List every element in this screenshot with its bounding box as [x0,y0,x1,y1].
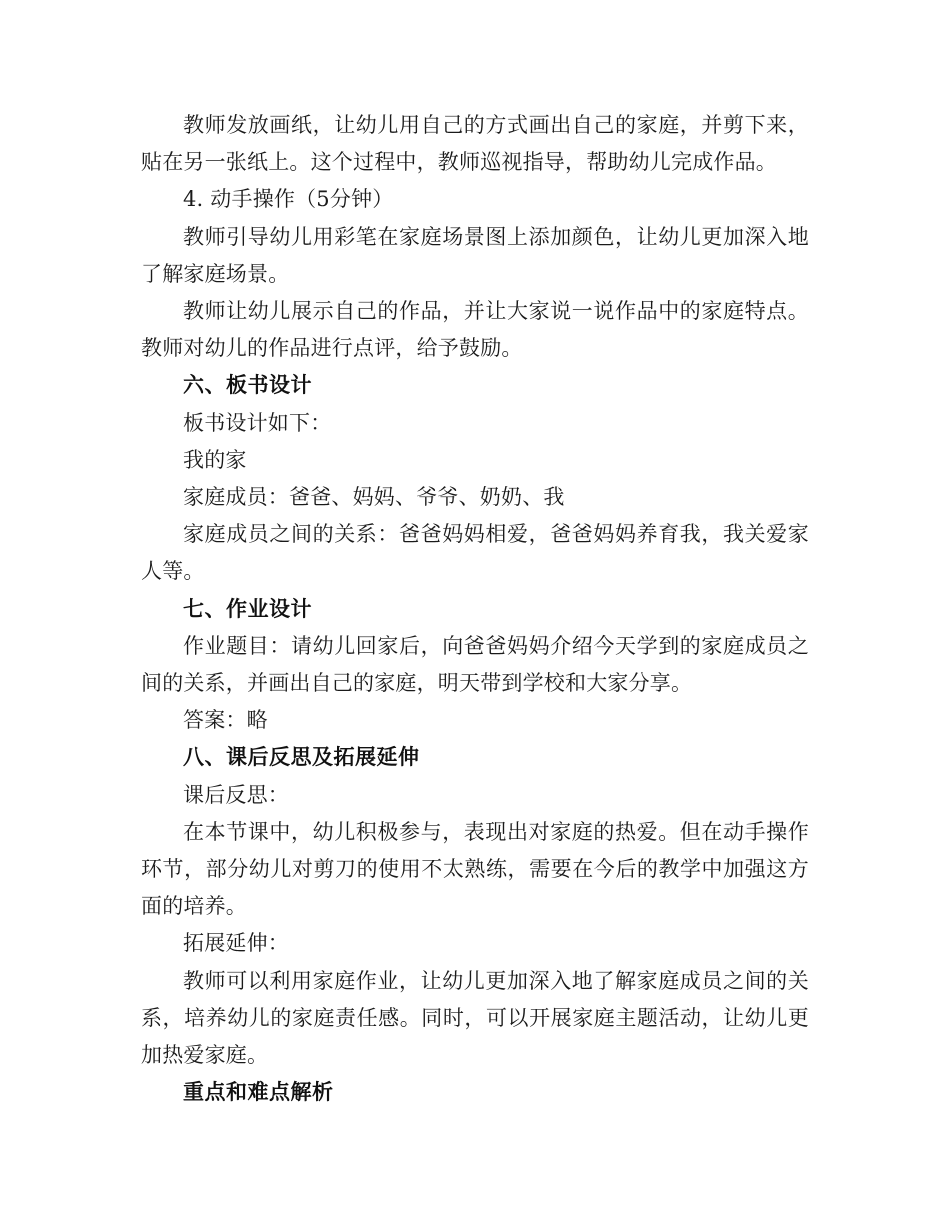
paragraph-family-relations: 家庭成员之间的关系：爸爸妈妈相爱，爸爸妈妈养育我，我关爱家人等。 [141,522,809,584]
paragraph-extension-label: 拓展延伸： [183,931,289,956]
heading-reflection-extension: 八、课后反思及拓展延伸 [183,745,420,770]
heading-key-points: 重点和难点解析 [183,1080,334,1105]
paragraph-reflection-label: 课后反思： [183,782,289,807]
paragraph-extension-body: 教师可以利用家庭作业，让幼儿更加深入地了解家庭成员之间的关系，培养幼儿的家庭责任感。同时，可以开展家庭主题活动，让幼儿更加热爱家庭。 [141,968,809,1068]
paragraph-reflection-body: 在本节课中，幼儿积极参与，表现出对家庭的热爱。但在动手操作环节，部分幼儿对剪刀的使用不太熟练，需要在今后的教学中加强这方面的培养。 [141,819,809,919]
paragraph-drawing-activity: 教师发放画纸，让幼儿用自己的方式画出自己的家庭，并剪下来，贴在另一张纸上。这个过程中，教师巡视指导，帮助幼儿完成作品。 [141,113,809,175]
paragraph-blackboard-intro: 板书设计如下： [183,410,332,435]
document-body [141,107,809,1111]
heading-homework-design: 七、作业设计 [183,596,312,621]
paragraph-show-work: 教师让幼儿展示自己的作品，并让大家说一说作品中的家庭特点。教师对幼儿的作品进行点评，给予鼓励。 [141,299,809,361]
heading-blackboard-design: 六、板书设计 [183,373,312,398]
paragraph-homework-task: 作业题目：请幼儿回家后，向爸爸妈妈介绍今天学到的家庭成员之间的关系，并画出自己的家庭，明天带到学校和大家分享。 [141,633,809,696]
paragraph-coloring-activity: 教师引导幼儿用彩笔在家庭场景图上添加颜色，让幼儿更加深入地了解家庭场景。 [141,224,809,286]
paragraph-answer: 答案：略 [183,708,268,733]
paragraph-blackboard-title: 我的家 [183,447,247,472]
paragraph-step-4-title: 4. 动手操作（5分钟） [183,187,394,212]
paragraph-family-members: 家庭成员：爸爸、妈妈、爷爷、奶奶、我 [183,485,565,510]
